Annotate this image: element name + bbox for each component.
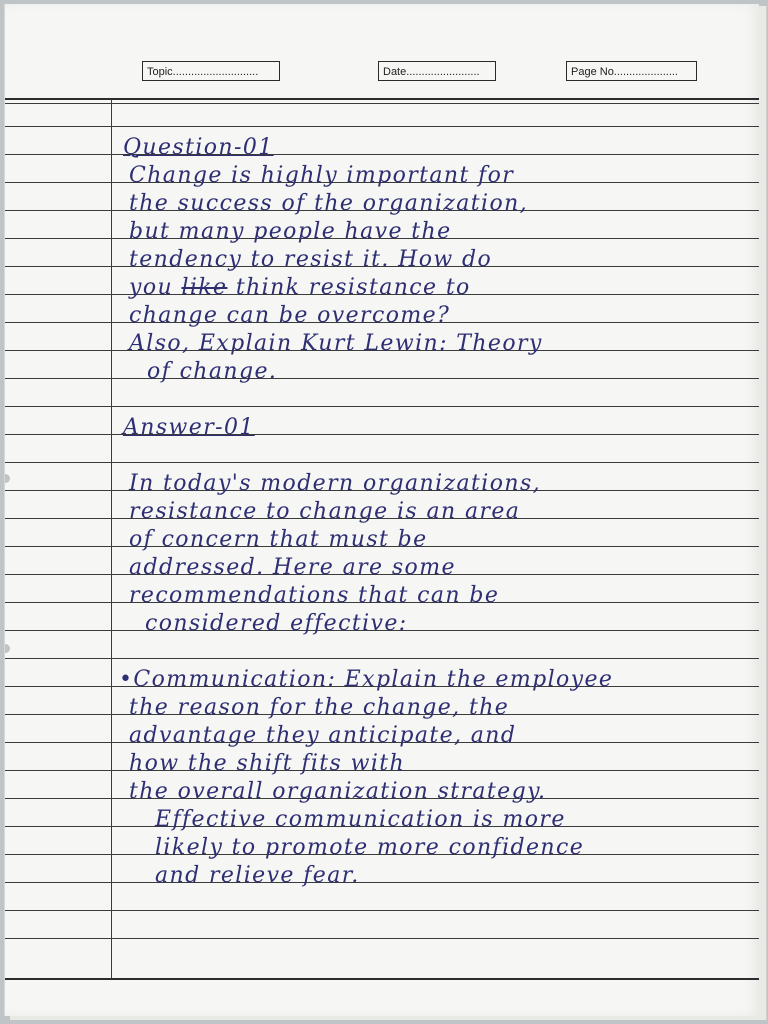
binder-hole: [4, 474, 10, 483]
point-line: the overall organization strategy.: [129, 779, 547, 804]
point-line: likely to promote more confidence: [155, 835, 585, 860]
question-line: Change is highly important for: [129, 163, 515, 188]
rule: [5, 882, 759, 883]
answer-line: In today's modern organizations,: [129, 471, 542, 496]
margin-line: [111, 99, 112, 979]
rule: [5, 462, 759, 463]
rule: [5, 103, 759, 104]
question-line: change can be overcome?: [129, 303, 451, 328]
question-text: think resistance to: [227, 275, 471, 300]
rule: [5, 126, 759, 127]
binder-hole: [4, 644, 10, 653]
answer-line: addressed. Here are some: [129, 555, 456, 580]
answer-line: resistance to change is an area: [129, 499, 521, 524]
top-rule: [5, 98, 759, 100]
point-line: how the shift fits with: [129, 751, 406, 776]
question-line: Also, Explain Kurt Lewin: Theory: [129, 331, 543, 356]
answer-line: of concern that must be: [129, 527, 428, 552]
question-line: of change.: [147, 359, 278, 384]
point-line: Effective communication is more: [155, 807, 566, 832]
question-line: [129, 274, 471, 302]
question-line: tendency to resist it. How do: [129, 247, 493, 272]
question-text: you: [129, 275, 182, 300]
bottom-rule: [5, 978, 759, 980]
point-line: and relieve fear.: [155, 863, 360, 888]
answer-line: recommendations that can be: [129, 583, 500, 608]
point-line: •Communication: Explain the employee: [119, 667, 614, 692]
topic-field: Topic............................: [142, 61, 280, 81]
point-line: advantage they anticipate, and: [129, 723, 517, 748]
struck-word: like: [181, 275, 228, 300]
rule: [5, 658, 759, 659]
notebook-page: [4, 4, 759, 1016]
point-line: the reason for the change, the: [129, 695, 510, 720]
question-line: the success of the organization,: [129, 191, 529, 216]
rule: [5, 154, 759, 155]
rule: [5, 434, 759, 435]
question-line: but many people have the: [129, 219, 452, 244]
rule: [5, 938, 759, 939]
answer-heading: Answer-01: [123, 415, 255, 440]
rule: [5, 406, 759, 407]
question-heading: Question-01: [123, 135, 274, 160]
date-field: Date........................: [378, 61, 496, 81]
rule: [5, 378, 759, 379]
answer-line: considered effective:: [145, 611, 408, 636]
rule: [5, 910, 759, 911]
page-no-field: Page No.....................: [566, 61, 697, 81]
